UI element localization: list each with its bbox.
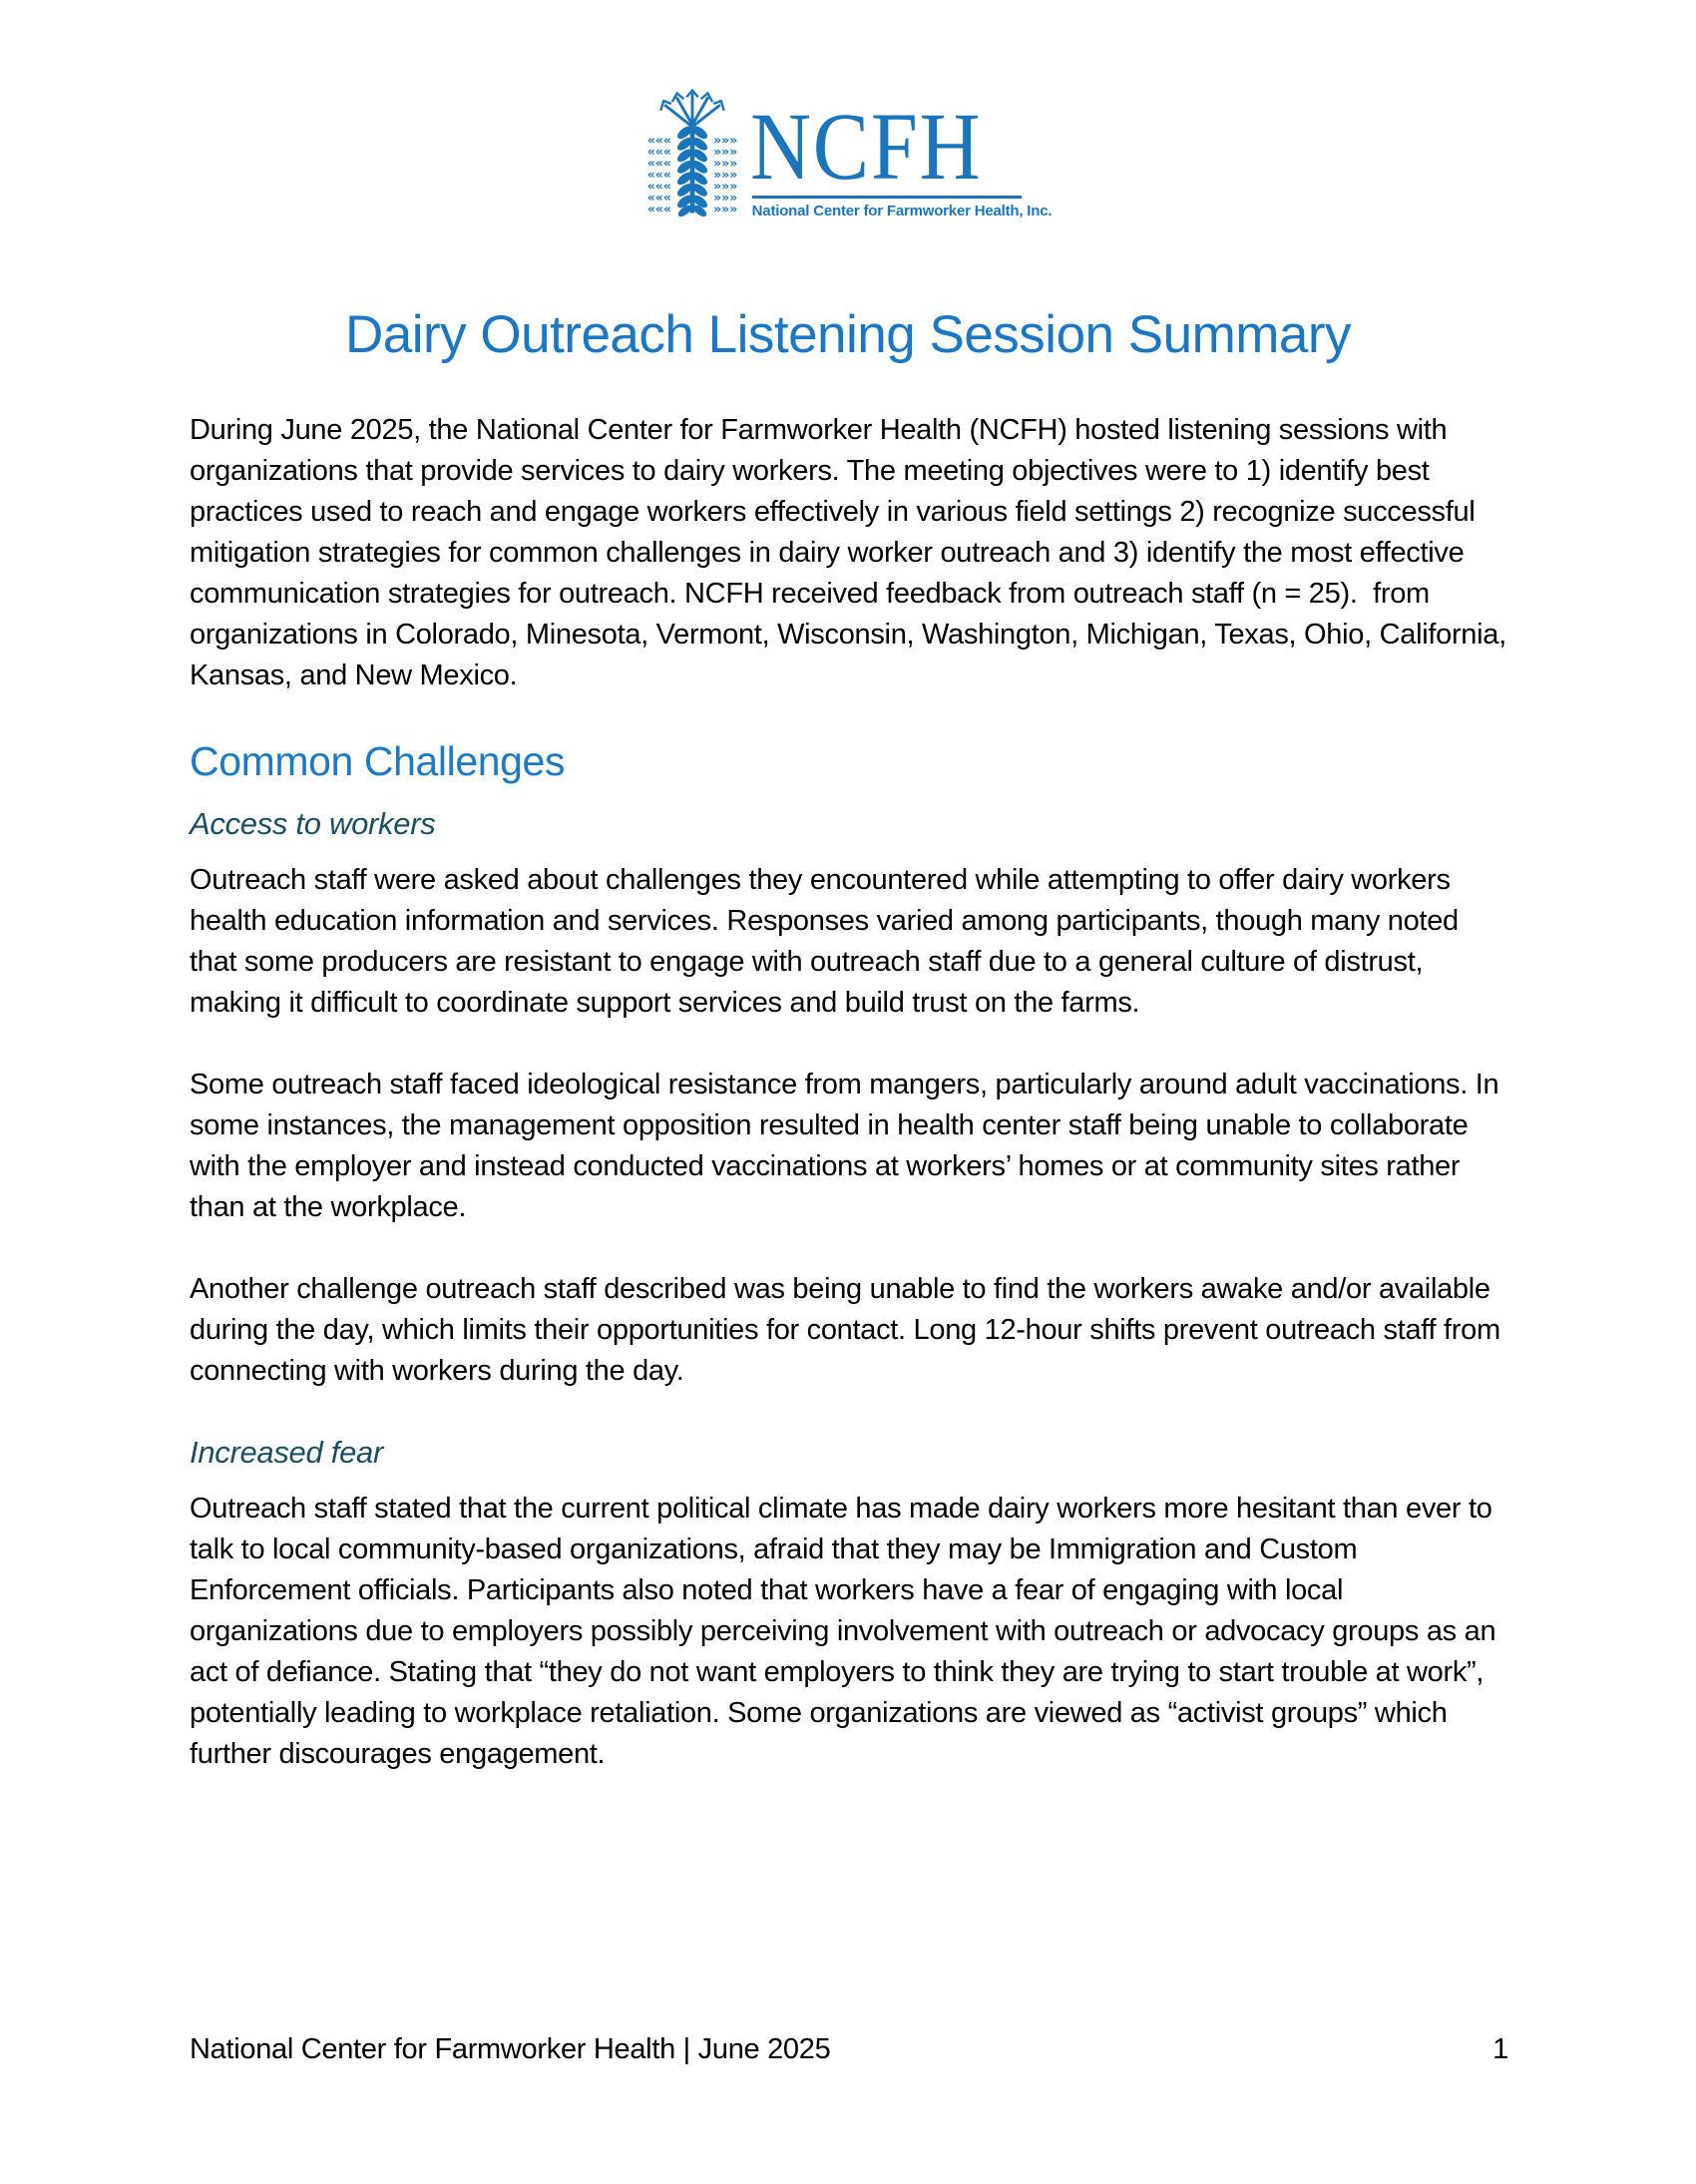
svg-text:»»»: »»» [712, 132, 737, 148]
page-footer [190, 2033, 1508, 2066]
svg-text:«««: ««« [646, 166, 671, 182]
svg-text:»»»: »»» [712, 166, 737, 182]
svg-text:»»»: »»» [712, 155, 737, 171]
body-paragraph: Another challenge outreach staff described was being unable to find the workers awake and/or available during the day, which limits their opportunities for contact. Long 12-hour shifts prevent outreach staff from connecting with workers during the day. [190, 1273, 1508, 1388]
subheading-increased-fear: Increased fear [190, 1435, 383, 1471]
svg-text:»»»: »»» [712, 143, 737, 159]
svg-text:«««: ««« [646, 201, 671, 217]
body-paragraph: Outreach staff were asked about challenges they encountered while attempting to offer dairy workers health education information and services. Responses varied among participants, though many noted that some producers are resistant to engage with outreach staff due to a general culture of distrust, making it difficult to coordinate support services and build trust on the farms. [190, 864, 1467, 1020]
body-paragraph: Some outreach staff faced ideological resistance from mangers, particularly around adult vaccinations. In some instances, the management opposition resulted in health center staff being unable to collaborate with the employer and instead conducted vaccinations at workers’ homes or at community sites rather than at the workplace. [190, 1069, 1507, 1224]
logo-text [749, 92, 1053, 219]
svg-text:«««: ««« [646, 132, 671, 148]
logo-tagline: National Center for Farmworker Health, Inc. [751, 203, 1053, 219]
ncfh-logo [190, 0, 1506, 219]
svg-text:»»»: »»» [712, 189, 737, 205]
svg-text:«««: ««« [646, 143, 671, 159]
subheading-access-to-workers: Access to workers [190, 806, 436, 842]
svg-text:»»»: »»» [712, 178, 737, 194]
footer-text: National Center for Farmworker Health | June 2025 [190, 2033, 831, 2065]
svg-text:«««: ««« [646, 189, 671, 205]
intro-paragraph: During June 2025, the National Center for Farmworker Health (NCFH) hosted listening sessions with organizations that provide services to dairy workers. The meeting objectives were to 1) identify best practices used to reach and engage workers effectively in various field settings 2) recognize successful mitigation strategies for common challenges in dairy worker outreach and 3) identify the most effective communication strategies for outreach. NCFH received feedback from outreach staff (n = 25). from organizations in Colorado, Minesota, Vermont, Wisconsin, Washington, Michigan, Texas, Ohio, California, Kansas, and New Mexico. [190, 413, 1514, 691]
section-heading-common-challenges: Common Challenges [190, 737, 566, 784]
svg-text:«««: ««« [646, 155, 671, 171]
page-number: 1 [1492, 2033, 1508, 2065]
svg-text:«««: ««« [646, 178, 671, 194]
page-title: Dairy Outreach Listening Session Summary [344, 305, 1352, 364]
logo-acronym: NCFH [749, 92, 983, 200]
wheat-stalk-icon [644, 84, 740, 219]
svg-text:»»»: »»» [712, 201, 737, 217]
body-paragraph: Outreach staff stated that the current political climate has made dairy workers more hesitant than ever to talk to local community-based organizations, afraid that they may be Immigration and Custom Enforcement officials. Participants also noted that workers have a fear of engaging with local organizations due to employers possibly perceiving involvement with outreach or advocacy groups as an act of defiance. Stating that “they do not want employers to think they are trying to start trouble at work”, potentially leading to workplace retaliation. Some organizations are viewed as “activist groups” which further discourages engagement. [190, 1493, 1504, 1771]
